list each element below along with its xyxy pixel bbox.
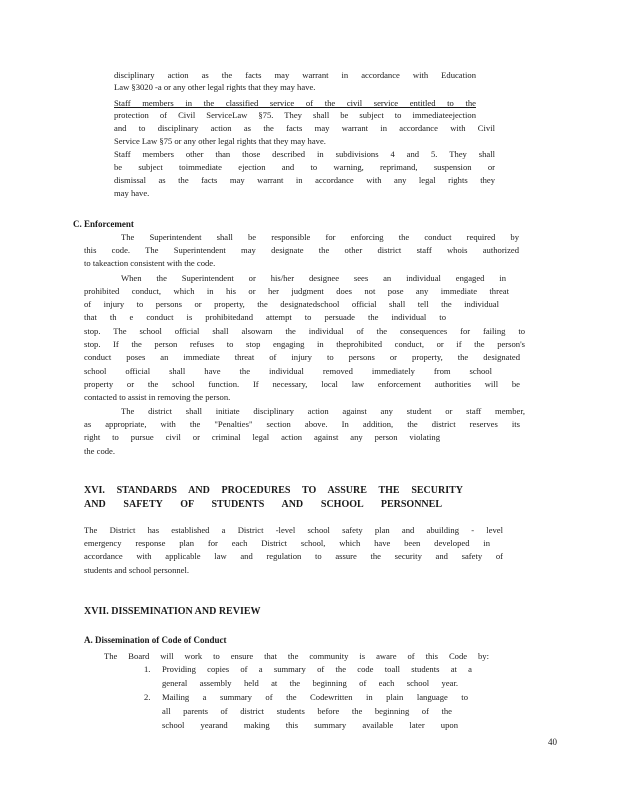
section-16-line-1: The District has established a District -level school safety plan and abuilding - level	[84, 525, 503, 535]
enforcement-line-15: as appropriate, with the "Penalties" section above. In addition, the district reserves its	[84, 419, 520, 429]
enforcement-line-13: contacted to assist in removing the person.	[84, 392, 231, 402]
list-item-1-line-1: Providing copies of a summary of the code toall students at a	[162, 664, 472, 674]
top-line-8: be subject toimmediate ejection and to warning, reprimand, suspension or	[114, 162, 495, 172]
dissemination-intro: The Board will work to ensure that the community is aware of this Code by:	[104, 651, 489, 661]
top-line-6: Service Law §75 or any other legal rights that they may have.	[114, 136, 326, 146]
enforcement-heading: C. Enforcement	[73, 219, 134, 229]
enforcement-line-7: that th e conduct is prohibitedand attempt to persuade the individual to	[84, 312, 446, 322]
enforcement-line-14: The district shall initiate disciplinary action against any student or staff member,	[121, 406, 525, 416]
top-line-5: and to disciplinary action as the facts may warrant in accordance with Civil	[114, 123, 495, 133]
section-16-line-2: emergency response plan for each District school, which have been developed in	[84, 538, 490, 548]
section-16-line-4: students and school personnel.	[84, 565, 190, 575]
list-item-2-line-3: school yearand making this summary available later upon	[162, 720, 458, 730]
enforcement-line-16: right to pursue civil or criminal legal action against any person violating	[84, 432, 440, 442]
list-item-1-line-2: general assembly held at the beginning of each school year.	[162, 678, 458, 688]
section-16-line-3: accordance with applicable law and regulation to assure the security and safety of	[84, 551, 503, 561]
enforcement-line-6: of injury to persons or property, the designatedschool official shall tell the individual	[84, 299, 499, 309]
top-line-10: may have.	[114, 188, 150, 198]
list-item-1-number: 1.	[144, 664, 151, 674]
enforcement-line-1: The Superintendent shall be responsible for enforcing the conduct required by	[121, 232, 519, 242]
enforcement-line-4: When the Superintendent or his/her designee sees an individual engaged in	[121, 273, 506, 283]
top-line-4: protection of Civil ServiceLaw §75. They shall be subject to immediateejection	[114, 110, 476, 120]
enforcement-line-17: the code.	[84, 446, 116, 456]
section-16-heading-line-1: XVI. STANDARDS AND PROCEDURES TO ASSURE THE SECURITY	[84, 485, 463, 496]
top-line-1: disciplinary action as the facts may warrant in accordance with Education	[114, 70, 476, 80]
enforcement-line-3: to takeaction consistent with the code.	[84, 258, 216, 268]
top-line-7: Staff members other than those described in subdivisions 4 and 5. They shall	[114, 149, 495, 159]
top-line-2: Law §3020 -a or any other legal rights that they may have.	[114, 82, 316, 92]
enforcement-line-9: stop. If the person refuses to stop engaging in theprohibited conduct, or if the person's	[84, 339, 525, 349]
enforcement-line-5: prohibited conduct, which in his or her judgment does not pose any immediate threat	[84, 286, 509, 296]
list-item-2-line-2: all parents of district students before the beginning of the	[162, 706, 452, 716]
enforcement-line-2: this code. The Superintendent may designate the other district staff whois authorized	[84, 245, 519, 255]
top-line-3: Staff members in the classified service of the civil service entitled to the	[114, 98, 476, 108]
dissemination-subheading: A. Dissemination of Code of Conduct	[84, 635, 227, 645]
enforcement-line-8: stop. The school official shall alsowarn the individual of the consequences for failing to	[84, 326, 525, 336]
enforcement-line-10: conduct poses an immediate threat of injury to persons or property, the designated	[84, 352, 520, 362]
top-line-9: dismissal as the facts may warrant in accordance with any legal rights they	[114, 175, 495, 185]
page-number: 40	[548, 737, 557, 747]
list-item-2-number: 2.	[144, 692, 151, 702]
list-item-2-line-1: Mailing a summary of the Codewritten in plain language to	[162, 692, 468, 702]
enforcement-line-12: property or the school function. If necessary, local law enforcement authorities will be	[84, 379, 520, 389]
section-16-heading-line-2: AND SAFETY OF STUDENTS AND SCHOOL PERSONNEL	[84, 499, 442, 510]
section-17-heading: XVII. DISSEMINATION AND REVIEW	[84, 606, 261, 617]
enforcement-line-11: school official shall have the individual removed immediately from school	[84, 366, 492, 376]
